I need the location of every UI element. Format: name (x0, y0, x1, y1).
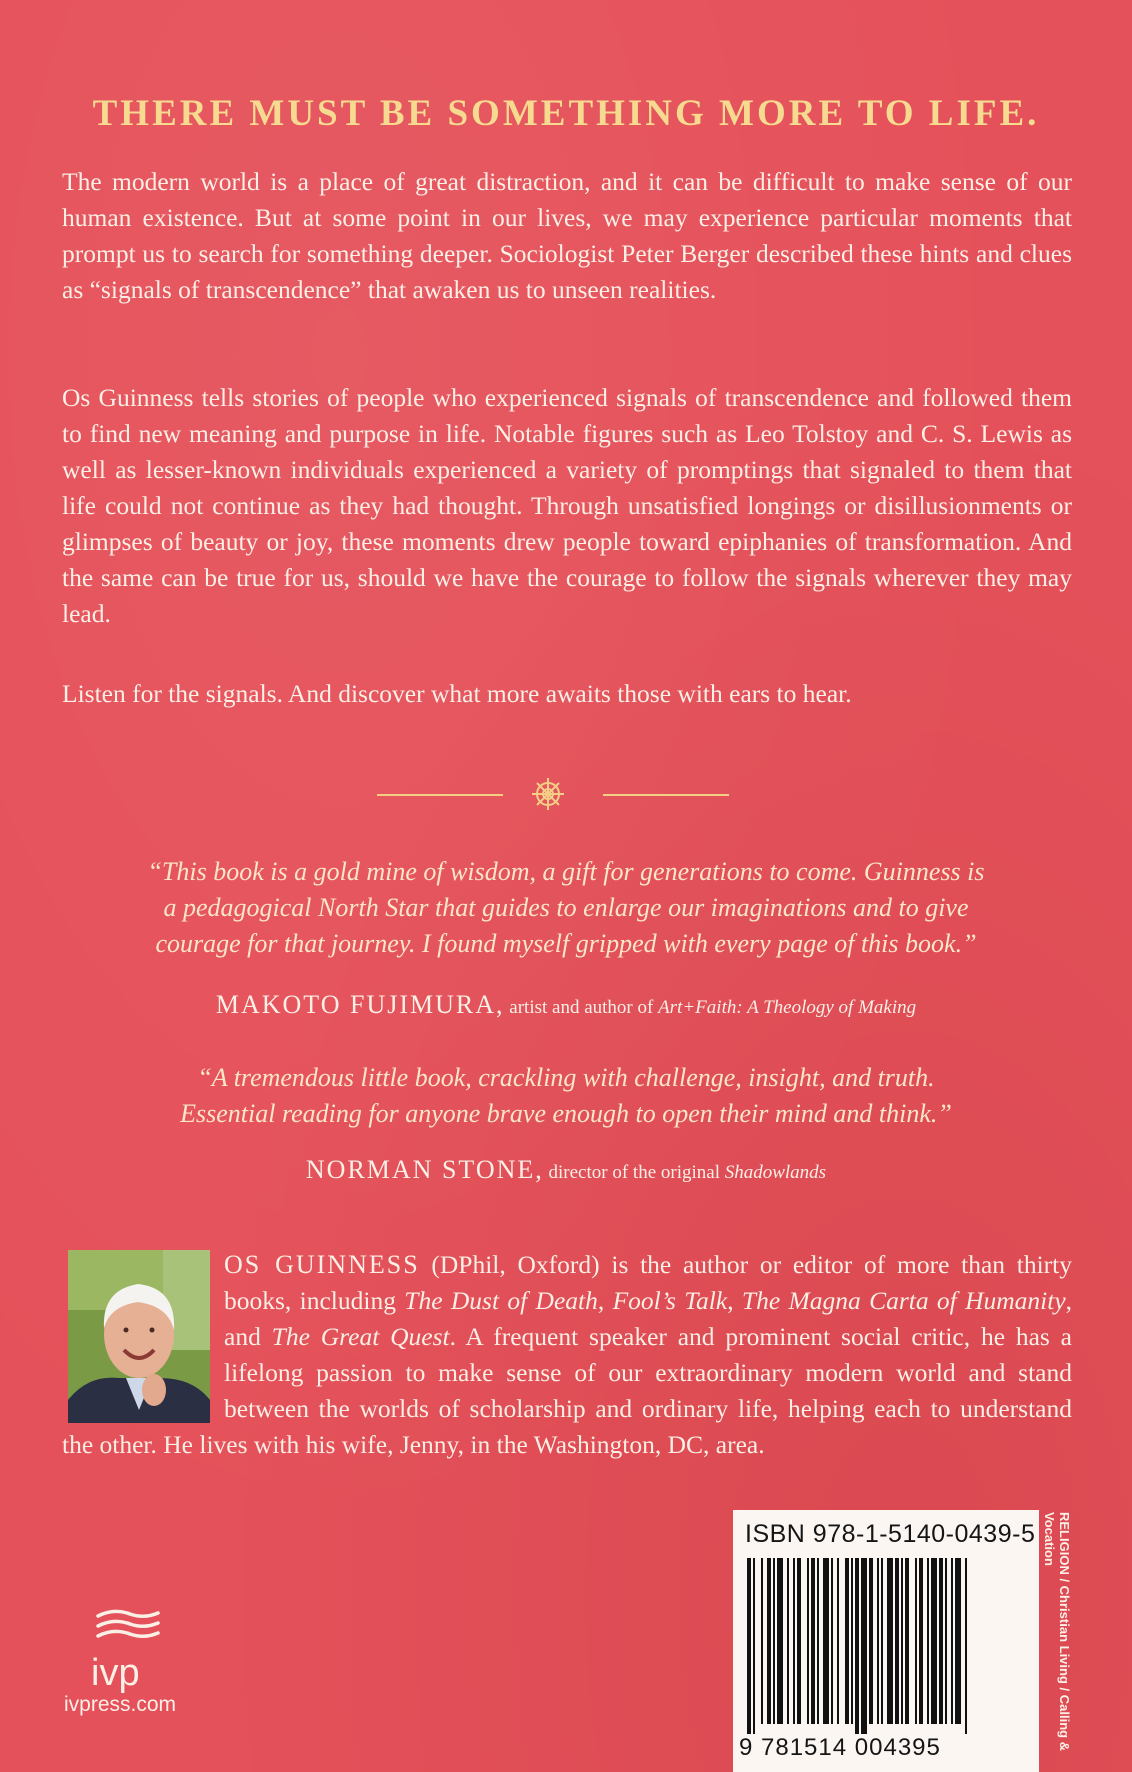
author-bio: OS GUINNESS (DPhil, Oxford) is the author or editor of more than thirty books, including The Dust of Death, Fool’s Talk, The Magna Carta of Humanity, and The Great Quest. A frequent speaker and prominent social critic, he has a lifelong passion to make sense of our extraordinary modern world and stand between the worlds of scholarship and ordinary life, helping each to understand the other. He lives with his wife, Jenny, in the Washington, DC, area. (62, 1250, 1073, 1459)
endorsement-quote (0, 854, 1132, 962)
endorsement-attribution (0, 1155, 1132, 1185)
barcode-bar (807, 1558, 809, 1724)
book-title: The Dust of Death (404, 1286, 598, 1315)
barcode-digits: 9 781514 004395 (739, 1734, 941, 1761)
barcode-bar (761, 1558, 763, 1724)
quote-line: Essential reading for anyone brave enough to open their mind and think.” (180, 1099, 952, 1128)
barcode-bar (881, 1558, 883, 1724)
endorser-name: NORMAN STONE, (305, 1155, 544, 1184)
isbn-label: ISBN 978-1-5140-0439-5 (745, 1520, 1036, 1548)
barcode-bar (797, 1558, 801, 1724)
blurb-paragraph: The modern world is a place of great distraction, and it can be difficult to make sense of our human existence. But at some point in our lives, we may experience particular moments that prompt us to search for something deeper. Sociologist Peter Berger described these hints and clues as “signals of transcendence” that awaken us to unseen realities. (62, 167, 1072, 304)
barcode-bar (773, 1558, 775, 1724)
quote-line: “This book is a gold mine of wisdom, a gift for generations to come. Guinness is (147, 857, 985, 886)
headline: THERE MUST BE SOMETHING MORE TO LIFE. (92, 93, 1040, 134)
barcode-bar (837, 1558, 839, 1724)
quote-line: “A tremendous little book, crackling with challenge, insight, and truth. (197, 1063, 935, 1092)
barcode-bar (955, 1558, 961, 1724)
barcode-panel (733, 1510, 1039, 1772)
barcode-bar (905, 1558, 909, 1724)
barcode-bar (817, 1558, 819, 1724)
publisher-logo-text: ivp (91, 1652, 140, 1694)
author-name: OS GUINNESS (224, 1250, 420, 1279)
barcode-bar (945, 1558, 947, 1724)
barcode-bar (901, 1558, 903, 1724)
book-title: Fool’s Talk (612, 1286, 728, 1315)
barcode-bar (931, 1558, 937, 1724)
barcode-bar (919, 1558, 923, 1724)
category-label: RELIGION / Christian Living / Calling & Vocation (1042, 1512, 1072, 1752)
section-divider (0, 774, 1132, 814)
barcode-bar (811, 1558, 815, 1724)
barcode-bar (939, 1558, 943, 1724)
barcode-bar (851, 1558, 853, 1724)
barcode-bar (823, 1558, 829, 1724)
barcode-bar (793, 1558, 795, 1724)
barcode-bar (965, 1558, 967, 1734)
endorsement-quote (0, 1060, 1132, 1132)
quote-line: a pedagogical North Star that guides to enlarge our imaginations and to give (163, 893, 969, 922)
barcode-bar (767, 1558, 771, 1724)
barcode-image (747, 1558, 1025, 1734)
barcode-bar (877, 1558, 879, 1724)
endorser-role: artist and author of (509, 997, 654, 1018)
barcode-bar (861, 1558, 867, 1734)
barcode-bar (869, 1558, 873, 1724)
barcode-bar (787, 1558, 789, 1724)
barcode-bar (895, 1558, 899, 1724)
barcode-bar (951, 1558, 953, 1724)
quote-line: courage for that journey. I found myself gripped with every page of this book.” (155, 929, 977, 958)
endorser-name: MAKOTO FUJIMURA, (215, 990, 505, 1019)
barcode-bar (753, 1558, 755, 1734)
barcode-bar (915, 1558, 917, 1724)
barcode-bar (777, 1558, 783, 1724)
publisher-website: ivpress.com (64, 1693, 177, 1716)
divider-line (603, 794, 729, 796)
endorsement-attribution (0, 990, 1132, 1020)
barcode-bar (831, 1558, 833, 1724)
blurb-paragraph: Listen for the signals. And discover what more awaits those with ears to hear. (62, 679, 852, 708)
ornament-icon (528, 774, 568, 814)
endorser-role: director of the original (548, 1162, 720, 1183)
barcode-bar (855, 1558, 859, 1734)
barcode-bar (845, 1558, 849, 1724)
book-title: The Great Quest (271, 1322, 450, 1351)
book-title: The Magna Carta of Humanity (741, 1286, 1066, 1315)
barcode-bar (887, 1558, 893, 1724)
barcode-bar (747, 1558, 751, 1734)
barcode-bar (927, 1558, 929, 1724)
endorser-work: Shadowlands (724, 1162, 827, 1183)
blurb-paragraph: Os Guinness tells stories of people who experienced signals of transcendence and followed them to find new meaning and purpose in life. Notable figures such as Leo Tolstoy and C. S. Lewis as well as lesser-known individuals experienced a variety of promptings that signaled to them that life could not continue as they had thought. Through unsatisfied longings or disillusionments or glimpses of beauty or joy, these moments drew people toward epiphanies of transformation. And the same can be true for us, should we have the courage to follow the signals wherever they may lead. (62, 383, 1072, 628)
divider-line (377, 794, 503, 796)
endorser-work: Art+Faith: A Theology of Making (658, 997, 917, 1018)
